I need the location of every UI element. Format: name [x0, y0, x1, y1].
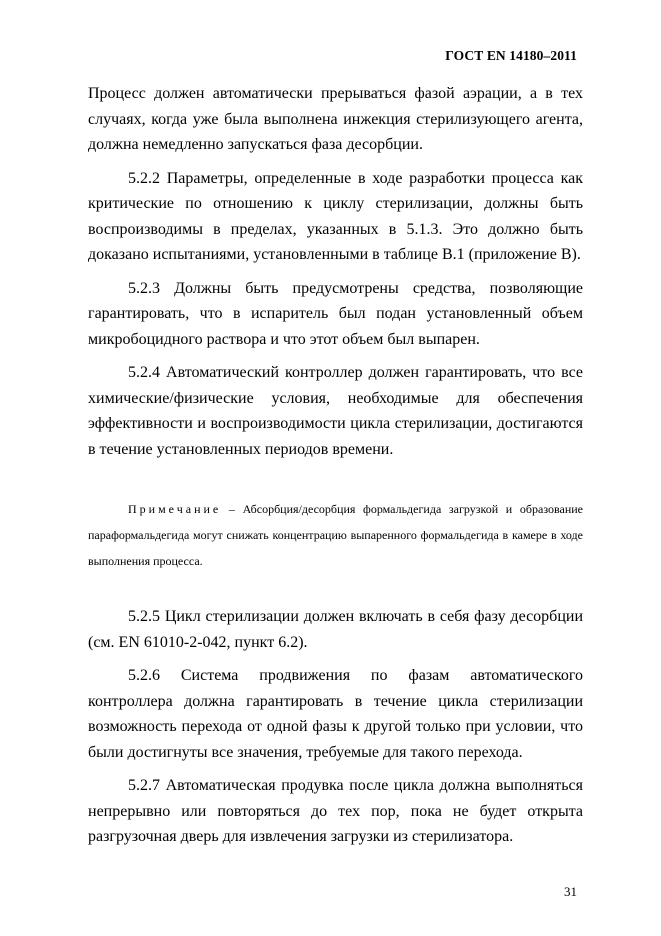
note-label: Примечание	[128, 502, 222, 516]
paragraph-5-2-6: 5.2.6 Система продвижения по фазам автоматического контроллера должна гарантировать в течение цикла стерилизации возможность перехода от одной фазы к другой только при условии, что были достигнуты все значения, требуемые для такого перехода.	[88, 667, 583, 761]
paragraph-5-2-7: 5.2.7 Автоматическая продувка после цикла должна выполняться непрерывно или повторяться до тех пор, пока не будет открыта разгрузочная дверь для извлечения загрузки из стерилизатора.	[88, 777, 583, 845]
note-block	[88, 496, 583, 574]
note-dash: –	[221, 502, 243, 516]
document-body	[88, 81, 583, 850]
standard-code-header: ГОСТ EN 14180–2011	[445, 48, 577, 63]
page-number: 31	[564, 884, 577, 899]
paragraph-aeration: Процесс должен автоматически прерываться фазой аэрации, а в тех случаях, когда уже была выполнена инжекция стерилизующего агента, должна немедленно запускаться фаза десорбции.	[88, 85, 583, 153]
note-text: Абсорбция/десорбция формальдегида загрузкой и образование параформальдегида могут снижать концентрацию выпаренного формальдегида в камере в ходе выполнения процесса.	[88, 502, 583, 568]
paragraph-5-2-4: 5.2.4 Автоматический контроллер должен гарантировать, что все химические/физические условия, необходимые для обеспечения эффективности и воспроизводимости цикла стерилизации, достигаются в течение установленных периодов времени.	[88, 364, 583, 458]
paragraph-5-2-2: 5.2.2 Параметры, определенные в ходе разработки процесса как критические по отношению к циклу стерилизации, должны быть воспроизводимы в пределах, указанных в 5.1.3. Это должно быть доказано испытаниями, установленными в таблице В.1 (приложение В).	[88, 169, 583, 263]
paragraph-5-2-3: 5.2.3 Должны быть предусмотрены средства, позволяющие гарантировать, что в испаритель был подан установленный объем микробоцидного раствора и что этот объем был выпарен.	[88, 279, 583, 348]
paragraph-5-2-5: 5.2.5 Цикл стерилизации должен включать в себя фазу десорбции (см. EN 61010-2-042, пункт 6.2).	[88, 608, 583, 651]
